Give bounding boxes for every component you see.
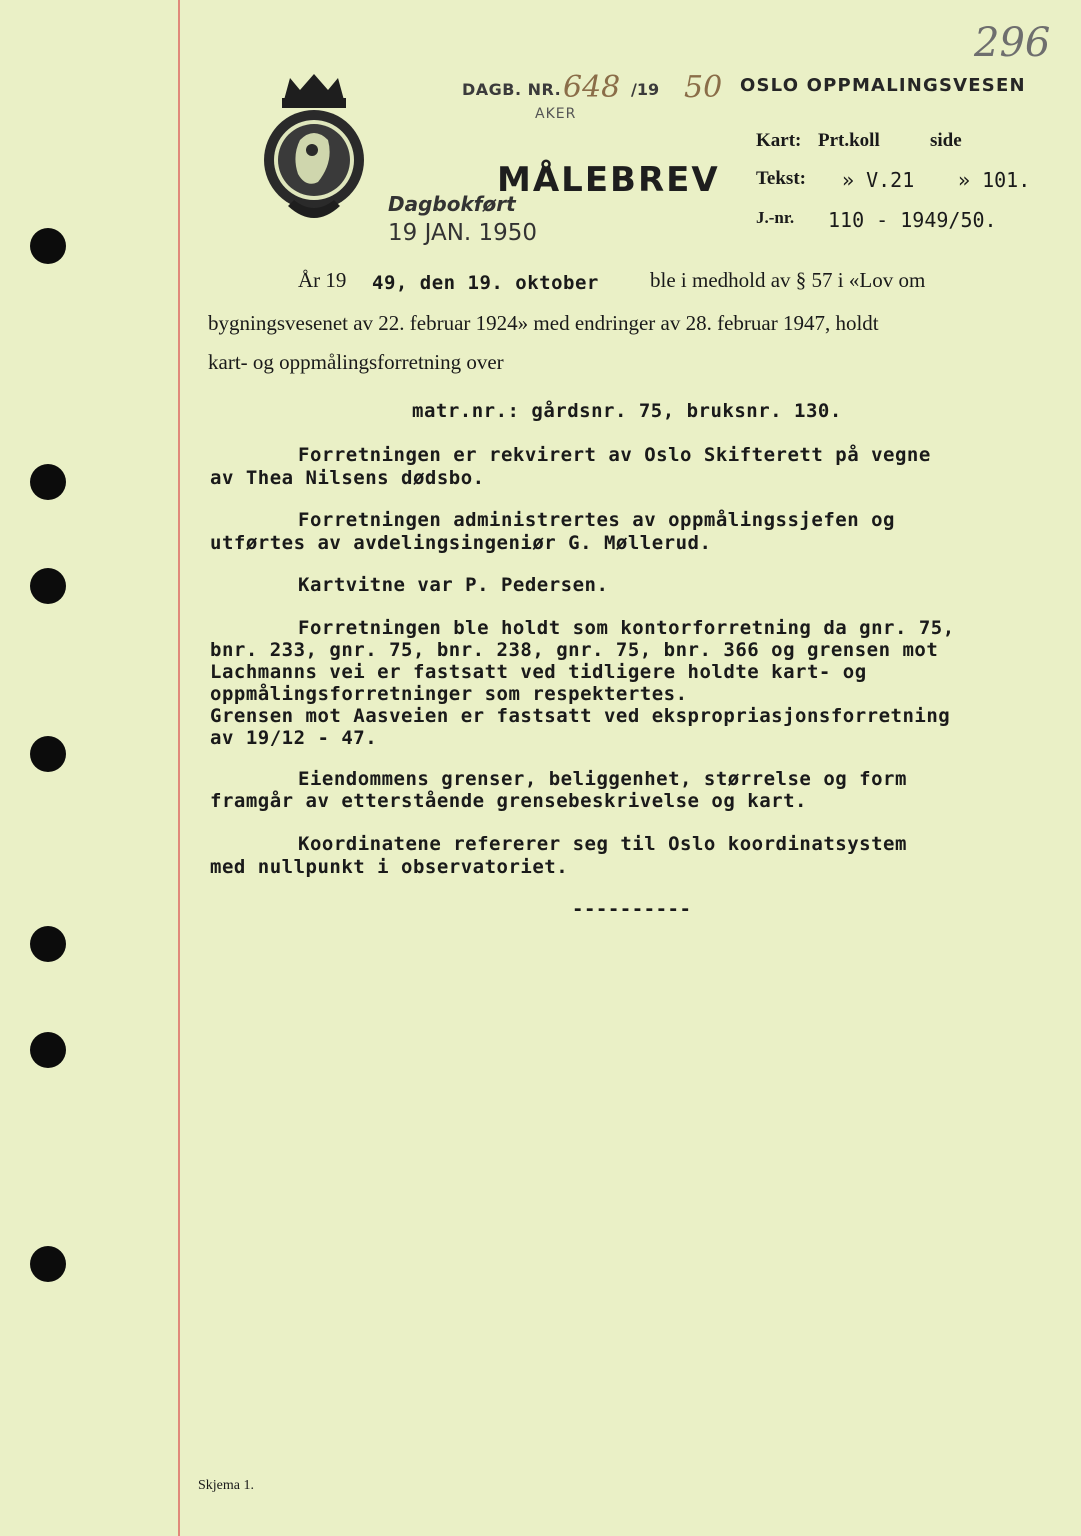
punch-hole [30, 464, 66, 500]
year-prefix: /19 [631, 80, 660, 99]
intro-line3: kart- og oppmålingsforretning over [208, 350, 504, 374]
paragraph-line: Eiendommens grenser, beliggenhet, størrelse og form [298, 768, 907, 790]
punch-hole [30, 568, 66, 604]
jnr-label: J.-nr. [756, 208, 795, 227]
kart-label: Kart: [756, 130, 802, 151]
paragraph-line: Lachmanns vei er fastsatt ved tidligere holdte kart- og [210, 661, 867, 683]
paragraph-line: bnr. 233, gnr. 75, bnr. 238, gnr. 75, bnr. 366 og grensen mot [210, 639, 939, 661]
year-suffix: 50 [684, 70, 723, 105]
paragraph-line: Grensen mot Aasveien er fastsatt ved ekspropriasjonsforretning [210, 705, 951, 727]
margin-line [178, 0, 180, 1536]
paragraph-line: med nullpunkt i observatoriet. [210, 856, 569, 878]
organization-name: OSLO OPPMALINGSVESEN [740, 75, 1026, 96]
intro-year-prefix: År 19 [298, 268, 347, 292]
dagb-number: 648 [563, 70, 621, 105]
punch-hole [30, 926, 66, 962]
punch-hole [30, 228, 66, 264]
paragraph-line: Kartvitne var P. Pedersen. [298, 574, 609, 596]
matrikkel-line: matr.nr.: gårdsnr. 75, bruksnr. 130. [412, 400, 842, 422]
paragraph-line: Koordinatene refererer seg til Oslo koordinatsystem [298, 833, 907, 855]
paragraph-line: av Thea Nilsens dødsbo. [210, 467, 485, 489]
jnr-value: 110 - 1949/50. [828, 208, 997, 232]
kart-value: Prt.koll [818, 130, 880, 151]
aker-label: AKER [535, 106, 577, 122]
form-footer: Skjema 1. [198, 1478, 254, 1493]
paragraph-line: utførtes av avdelingsingeniør G. Møllerud. [210, 532, 712, 554]
page-number: 296 [974, 20, 1051, 66]
paragraph-line: Forretningen ble holdt som kontorforretning da gnr. 75, [298, 617, 955, 639]
intro-line2: bygningsvesenet av 22. februar 1924» med endringer av 28. februar 1947, holdt [208, 311, 879, 335]
punch-hole [30, 736, 66, 772]
paragraph-line: Forretningen er rekvirert av Oslo Skifterett på vegne [298, 444, 931, 466]
dagb-label: DAGB. NR. [462, 80, 562, 99]
paragraph-line: framgår av etterstående grensebeskrivelse og kart. [210, 790, 807, 812]
stamp-label: Dagbokført [388, 192, 516, 216]
intro-date-typed: 49, den 19. oktober [372, 272, 599, 294]
paragraph-line: oppmålingsforretninger som respektertes. [210, 683, 688, 705]
intro-line1-rest: ble i medhold av § 57 i «Lov om [650, 268, 926, 292]
paragraph-line: av 19/12 - 47. [210, 727, 378, 749]
tekst-page: » 101. [958, 168, 1031, 192]
tekst-label: Tekst: [756, 168, 806, 189]
paragraph-line: Forretningen administrertes av oppmålingssjefen og [298, 509, 895, 531]
tekst-value: » V.21 [842, 168, 915, 192]
punch-hole [30, 1246, 66, 1282]
punch-hole [30, 1032, 66, 1068]
side-label: side [930, 130, 962, 151]
separator-rule: ---------- [572, 898, 692, 920]
stamp-date: 19 JAN. 1950 [388, 220, 538, 246]
coat-of-arms-icon [258, 70, 370, 228]
document-title: MÅLEBREV [497, 160, 720, 200]
